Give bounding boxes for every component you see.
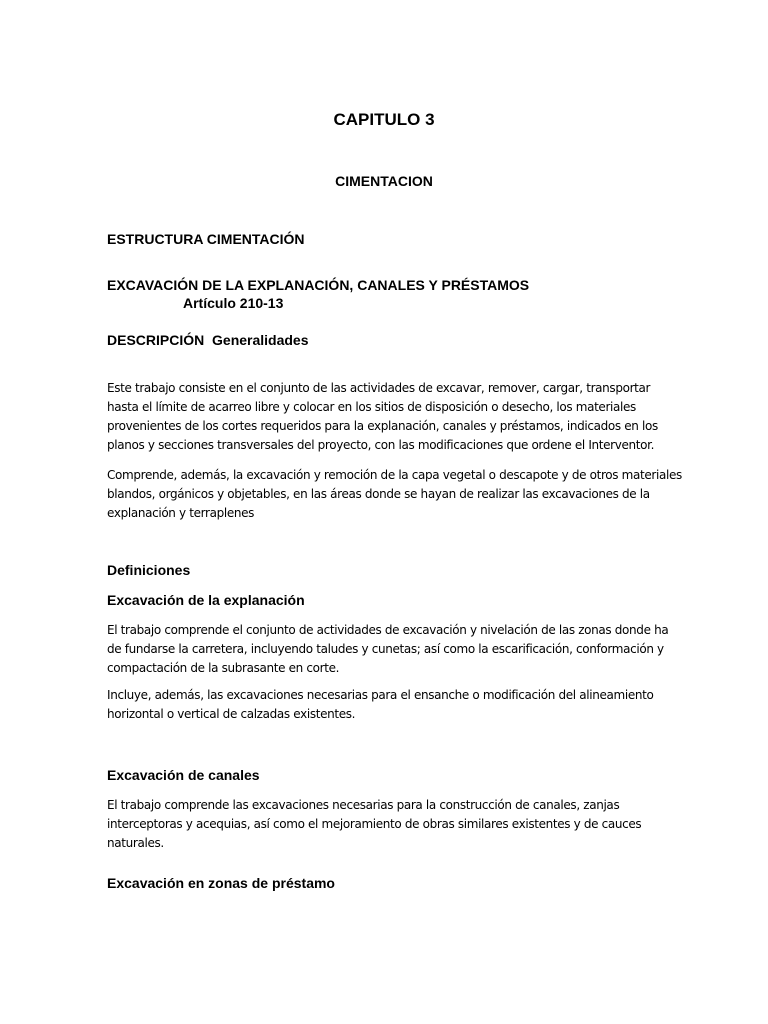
article-number: Artículo 210-13 xyxy=(183,295,284,311)
section-excavation-heading: EXCAVACIÓN DE LA EXPLANACIÓN, CANALES Y PRÉSTAMOS xyxy=(107,277,530,293)
explanation-paragraph-2: Incluye, además, las excavaciones necesarias para el ensanche o modificación del alineamiento horizontal o vertical de calzadas existentes. xyxy=(107,688,654,721)
chapter-title: CAPITULO 3 xyxy=(333,110,435,129)
definitions-heading: Definiciones xyxy=(107,562,191,578)
section-structure-heading: ESTRUCTURA CIMENTACIÓN xyxy=(107,231,305,247)
canals-heading: Excavación de canales xyxy=(107,767,260,783)
description-paragraph-1: Este trabajo consiste en el conjunto de las actividades de excavar, remover, cargar, transportar hasta el límite de acarreo libre y colocar en los sitios de disposición o desecho, los materiales provenientes de los cortes requeridos para la explanación, canales y préstamos, indicados en los planos y secciones transversales del proyecto, con las modificaciones que ordene el Interventor. xyxy=(107,381,658,452)
borrow-heading: Excavación en zonas de préstamo xyxy=(107,875,335,891)
canals-paragraph: El trabajo comprende las excavaciones necesarias para la construcción de canales, zanjas interceptoras y acequias, así como el mejoramiento de obras similares existentes y de cauces naturales. xyxy=(107,798,642,850)
explanation-paragraph-1: El trabajo comprende el conjunto de actividades de excavación y nivelación de las zonas donde ha de fundarse la carretera, incluyendo taludes y cunetas; así como la escarificación, conformación y compactación de la subrasante en corte. xyxy=(107,623,669,675)
explanation-heading: Excavación de la explanación xyxy=(107,592,305,608)
chapter-subtitle: CIMENTACION xyxy=(335,173,433,189)
description-heading: DESCRIPCIÓN Generalidades xyxy=(107,332,309,348)
description-paragraph-2: Comprende, además, la excavación y remoción de la capa vegetal o descapote y de otros materiales blandos, orgánicos y objetables, en las áreas donde se hayan de realizar las excavaciones de la explanación y terraplenes xyxy=(107,468,682,520)
